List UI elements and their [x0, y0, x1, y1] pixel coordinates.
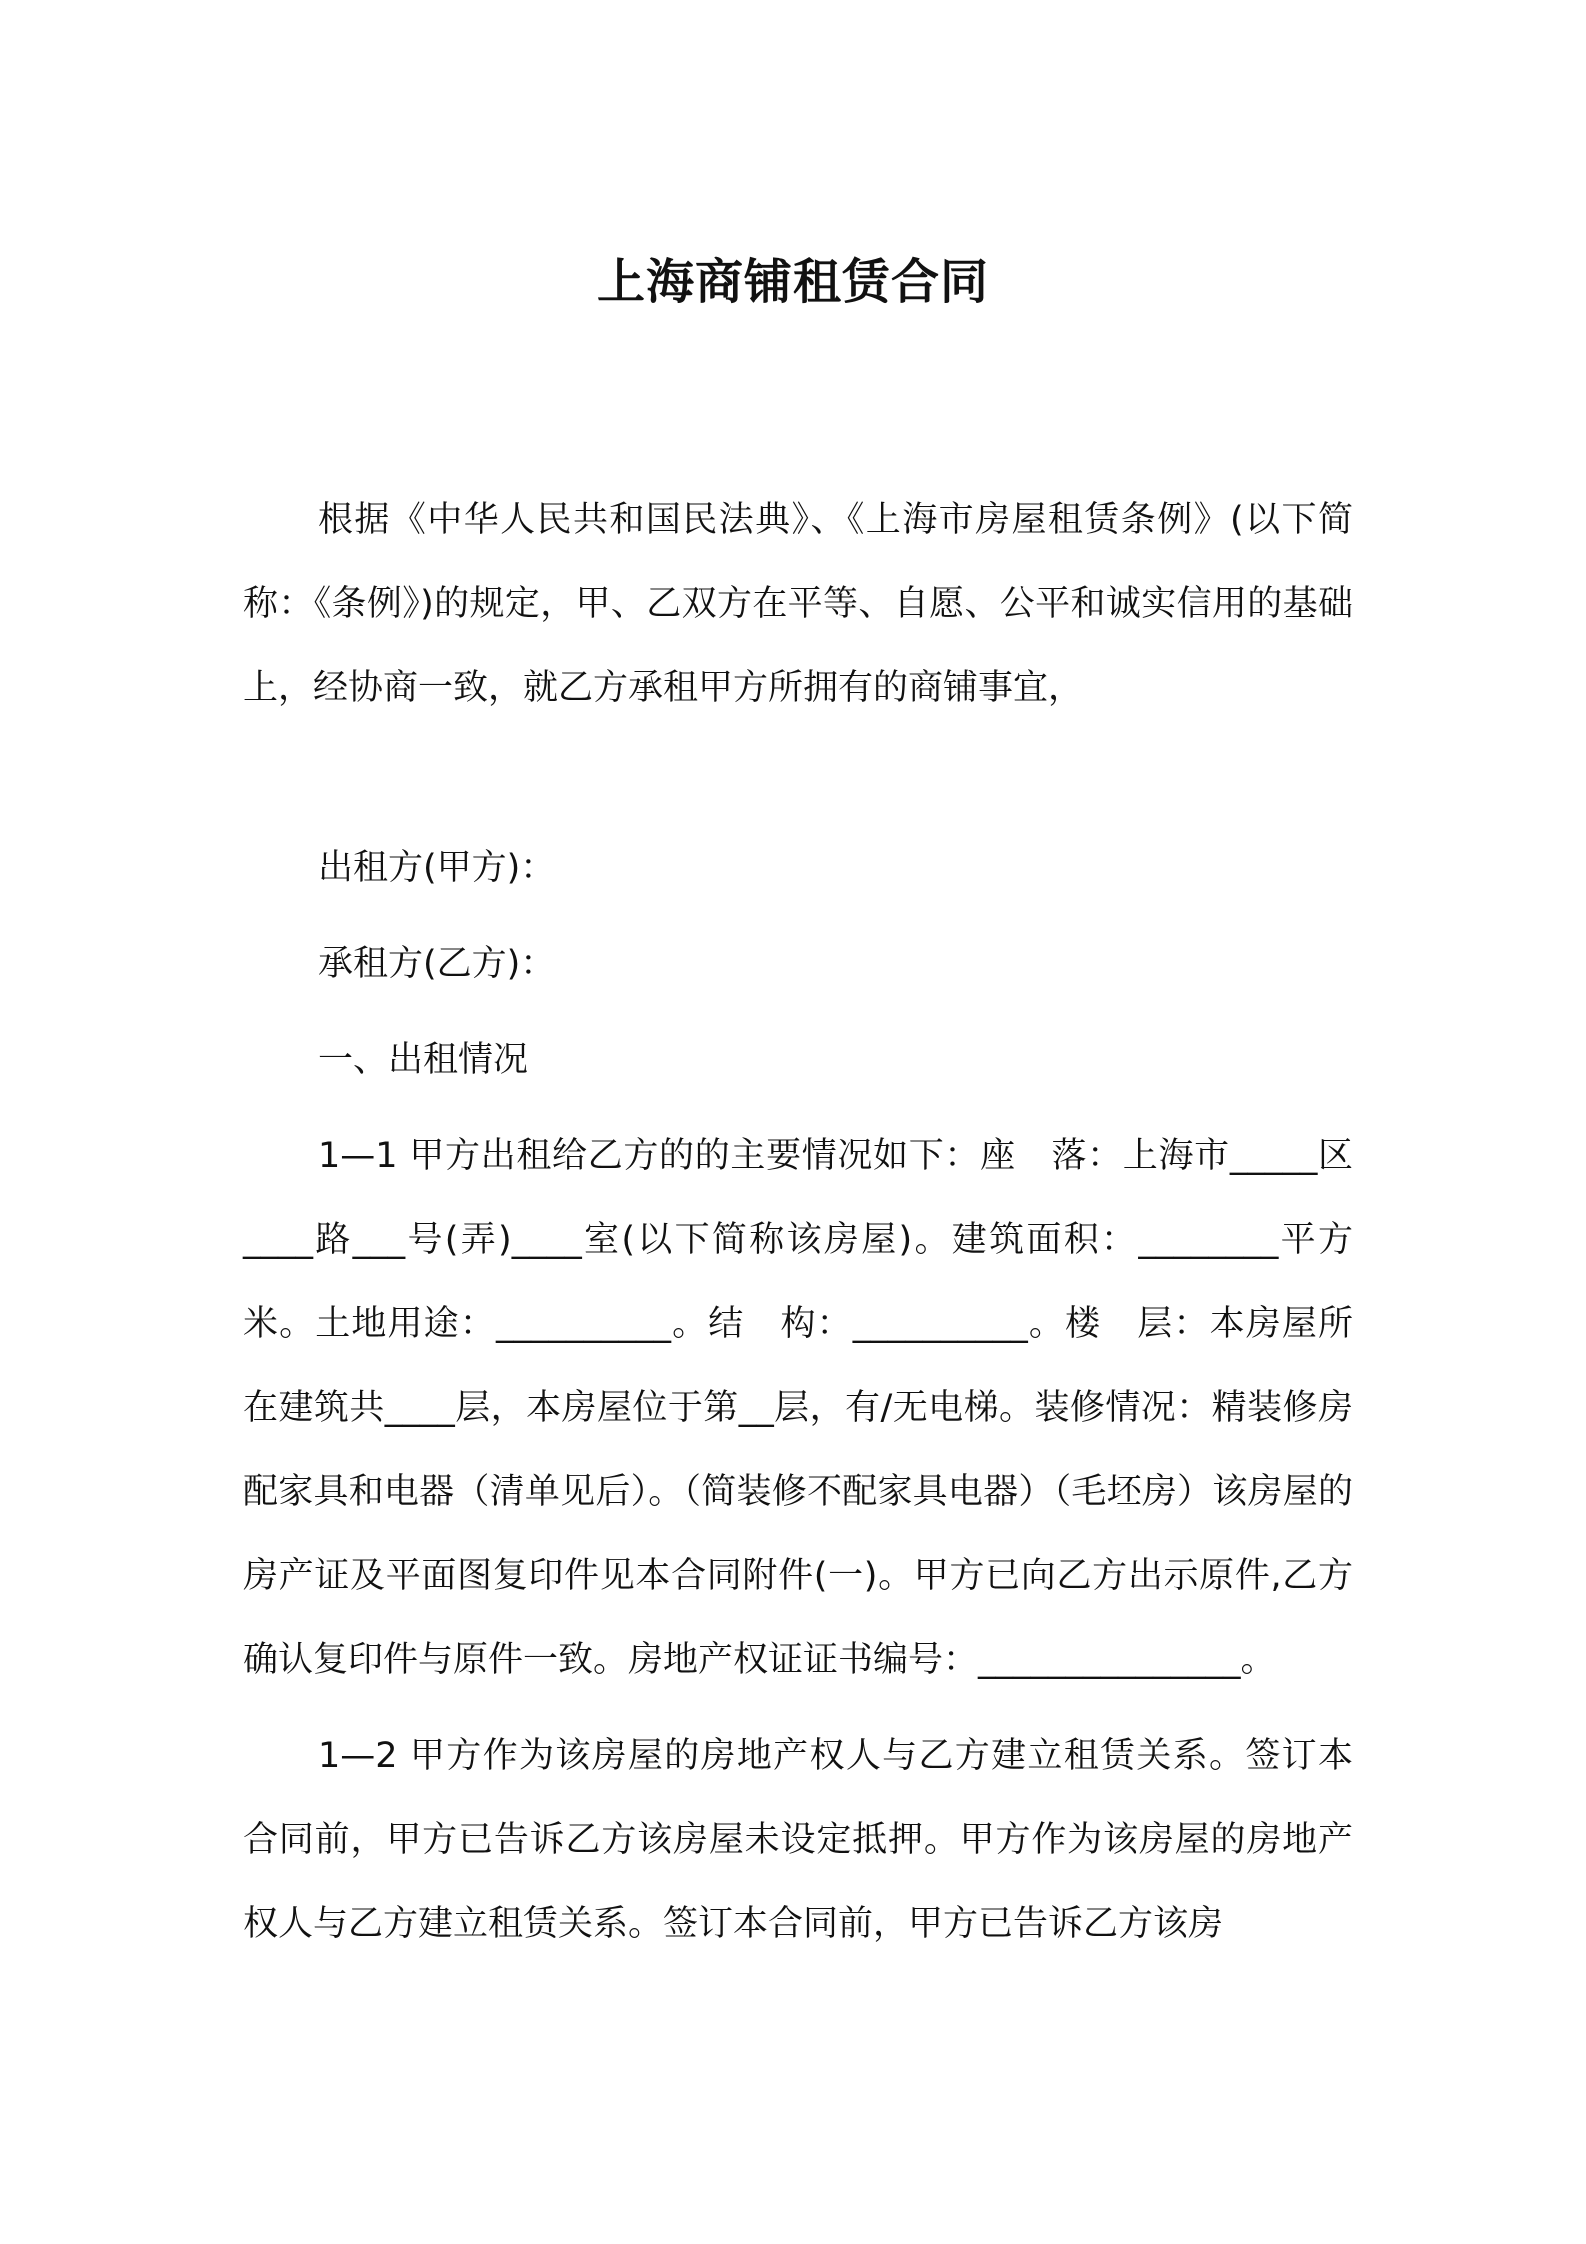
- clause-1-1: 1—1 甲方出租给乙方的的主要情况如下：座 落：上海市_____区____路___号(弄)____室(以下简称该房屋)。建筑面积：________平方米。土地用途：__________。结 构：__________。楼 层：本房屋所在建筑共____层，本房屋位于第__层，有/无电梯。装修情况：精装修房配家具和电器（清单见后）。（简装修不配家具电器）（毛坯房）该房屋的房产证及平面图复印件见本合同附件(一)。甲方已向乙方出示原件,乙方确认复印件与原件一致。房地产权证证书编号：_______________。: [243, 1136, 1353, 1680]
- lessee-line: 承租方(乙方)：: [318, 944, 556, 984]
- clause-1-2: 1—2 甲方作为该房屋的房地产权人与乙方建立租赁关系。签订本合同前，甲方已告诉乙方该房屋未设定抵押。甲方作为该房屋的房地产权人与乙方建立租赁关系。签订本合同前，甲方已告诉乙方该房: [243, 1736, 1353, 1944]
- section-heading: 一、出租情况: [318, 1040, 529, 1080]
- document-body: [243, 478, 1353, 1966]
- lessor-line: 出租方(甲方)：: [318, 848, 556, 888]
- document-title: 上海商铺租赁合同: [596, 254, 989, 310]
- intro-paragraph: 根据《中华人民共和国民法典》、《上海市房屋租赁条例》(以下简称：《条例》)的规定，甲、乙双方在平等、自愿、公平和诚实信用的基础上，经协商一致，就乙方承租甲方所拥有的商铺事宜，: [243, 500, 1353, 708]
